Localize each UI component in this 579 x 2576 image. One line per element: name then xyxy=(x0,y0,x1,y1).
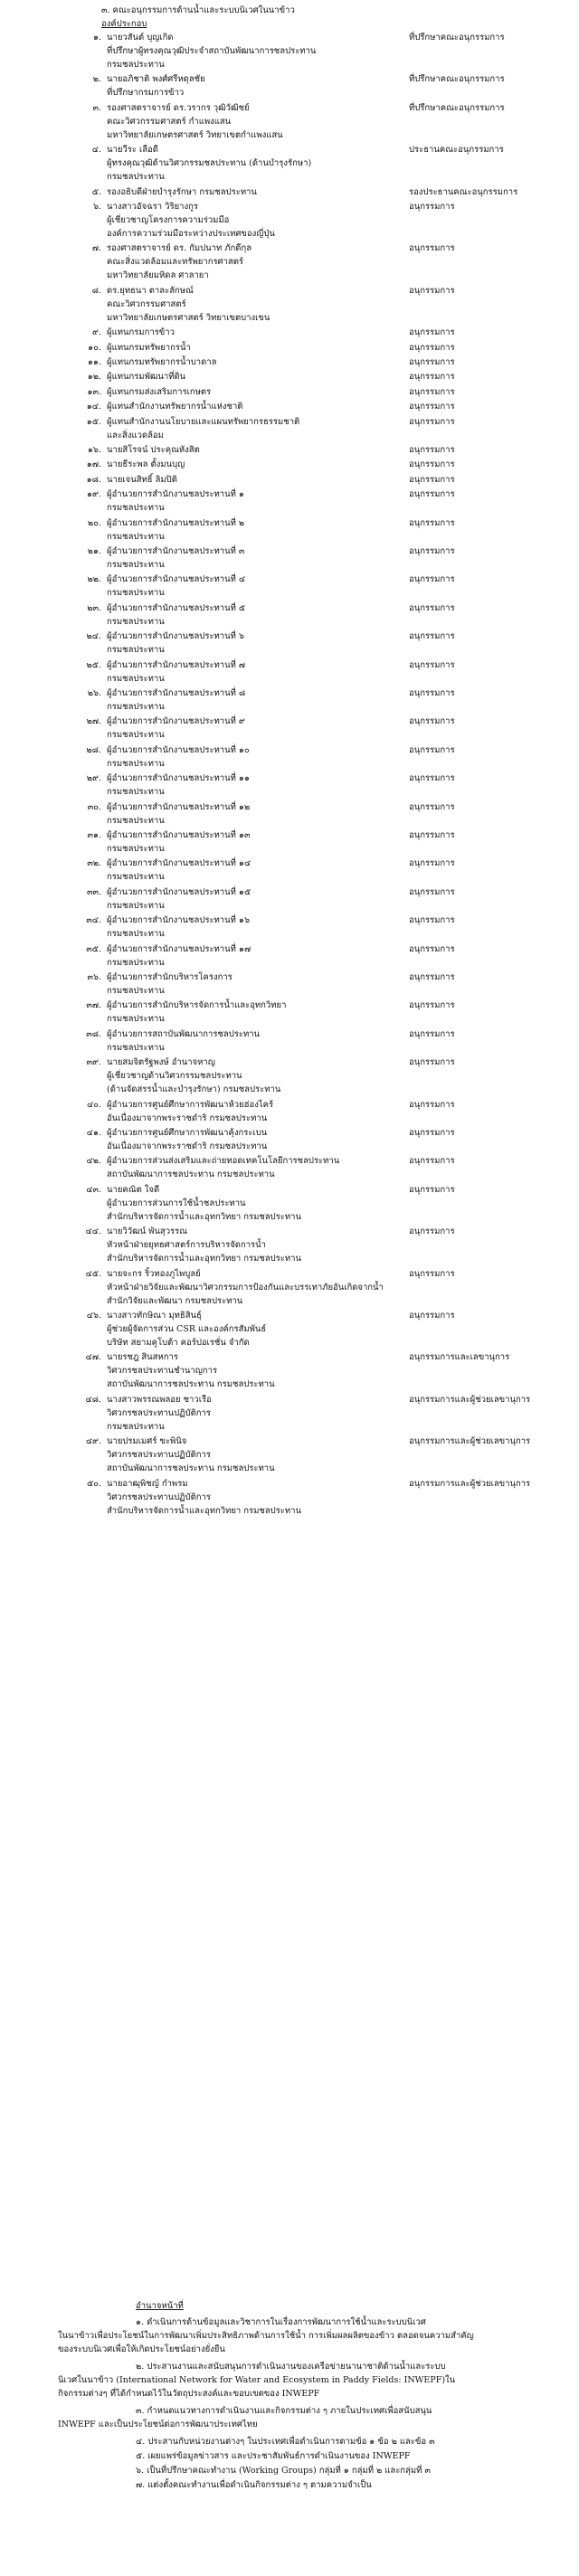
member-affiliation: กรมชลประทาน xyxy=(107,986,165,996)
duty-line: กิจกรรมต่างๆ ที่ได้กำหนดไว้ในวัตถุประสงค์และขอบเขตของ INWEPF xyxy=(58,2389,320,2399)
member-name: ผู้อำนวยการสำนักงานชลประทานที่ ๑๕ xyxy=(107,886,252,897)
member-number: ๑๗. xyxy=(86,459,101,470)
member-name: นางสาวพรรณพลอย ชาวเรือ xyxy=(107,1394,212,1405)
duty-paragraph xyxy=(58,2404,563,2431)
member-number: ๔๕. xyxy=(85,1268,101,1279)
member-number: ๔๖. xyxy=(86,1311,101,1321)
member-name: ผู้อำนวยการศูนย์ศึกษาการพัฒนาคุ้งกระเบน xyxy=(107,1128,268,1138)
member-affiliation: หัวหน้าฝ่ายวิจัยและพัฒนาวิศวกรรมการป้องกันและบรรเทาภัยอันเกิดจากน้ำ xyxy=(107,1282,384,1293)
member-affiliation: สถาบันพัฒนาการชลประทาน กรมชลประทาน xyxy=(107,1170,275,1180)
member-name: รองศาสตราจารย์ ดร.วรากร วุฒิวัฒิชย์ xyxy=(107,102,250,113)
duty-item: ๖. เป็นที่ปรึกษาคณะทำงาน (Working Groups) กลุ่มที่ ๑ กลุ่มที่ ๒ และกลุ่มที่ ๓ xyxy=(136,2466,431,2476)
member-number: ๕๐. xyxy=(86,1478,101,1489)
composition-label: องค์ประกอบ xyxy=(101,19,147,29)
member-name: ผู้แทนกรมการข้าว xyxy=(107,327,175,338)
member-name: นายวสันต์ บุญเกิด xyxy=(107,33,174,43)
member-number: ๑. xyxy=(92,33,101,43)
member-number: ๓๘. xyxy=(86,1028,101,1039)
member-role: ประธานคณะอนุกรรมการ xyxy=(409,145,504,156)
member-role: อนุกรรมการ xyxy=(409,1268,455,1279)
member-affiliation: สำนักบริหารจัดการน้ำและอุทกวิทยา กรมชลประทาน xyxy=(107,1211,301,1222)
member-name: ผู้อำนวยการสำนักงานชลประทานที่ ๕ xyxy=(107,602,246,613)
member-affiliation: สำนักวิจัยและพัฒนา กรมชลประทาน xyxy=(107,1295,243,1306)
member-role: อนุกรรมการ xyxy=(409,1311,455,1321)
member-name: นายวีระ เลือดี xyxy=(107,145,158,156)
member-affiliation: กรมชลประทาน xyxy=(107,645,165,656)
member-role: อนุกรรมการ xyxy=(409,659,455,670)
member-number: ๑๑. xyxy=(87,357,101,367)
member-name: ผู้อำนวยการสำนักงานชลประทานที่ ๖ xyxy=(107,631,244,642)
member-number: ๒๒. xyxy=(87,574,101,585)
member-name: ผู้แทนกรมส่งเสริมการเกษตร xyxy=(107,386,212,397)
member-role: อนุกรรมการ xyxy=(409,357,455,367)
member-affiliation: ผู้ทรงคุณวุฒิด้านวิศวกรรมชลประทาน (ด้านบำรุงรักษา) xyxy=(107,158,312,169)
member-role: อนุกรรมการ xyxy=(409,474,455,485)
member-role: อนุกรรมการ xyxy=(409,546,455,556)
member-role: อนุกรรมการ xyxy=(409,1099,455,1110)
member-name: ผู้อำนวยการสำนักงานชลประทานที่ ๙ xyxy=(107,716,245,727)
member-name: นางสาวทักษิณา มุทธิสินธุ์ xyxy=(107,1311,202,1321)
duty-line: ในนาข้าวเพื่อประโยชน์ในการพัฒนาเพิ่มประสิทธิภาพด้านการใช้น้ำ การเพิ่มผลผลิตของข้าว ตลอดจนความสำคัญ xyxy=(58,2331,474,2341)
member-number: ๓๕. xyxy=(86,943,101,954)
member-name: รองศาสตราจารย์ ดร. กัมปนาท ภักดีกุล xyxy=(107,243,252,254)
member-affiliation: สถาบันพัฒนาการชลประทาน กรมชลประทาน xyxy=(107,1463,275,1474)
member-affiliation: กรมชลประทาน xyxy=(107,1421,165,1432)
member-number: ๑๓. xyxy=(87,386,101,397)
member-number: ๔๑. xyxy=(86,1128,101,1138)
member-affiliation: กรมชลประทาน xyxy=(107,172,165,183)
member-affiliation: มหาวิทยาลัยเกษตรศาสตร์ วิทยาเขตกำแพงแสน xyxy=(107,129,283,140)
member-name: ผู้อำนวยการส่วนส่งเสริมและถ่ายทอดเทคโนโลยีการชลประทาน xyxy=(107,1156,340,1167)
member-name: ผู้อำนวยการสำนักบริหารโครงการ xyxy=(107,972,233,982)
member-number: ๑๐. xyxy=(88,342,101,353)
member-role: อนุกรรมการและเลขานุการ xyxy=(409,1352,510,1363)
member-affiliation: กรมชลประทาน xyxy=(107,730,165,741)
member-affiliation: กรมชลประทาน xyxy=(107,844,165,854)
member-role: อนุกรรมการ xyxy=(409,1156,455,1167)
member-number: ๓๒. xyxy=(87,858,101,869)
member-affiliation: อันเนื่องมาจากพระราชดำริ กรมชลประทาน xyxy=(107,1113,268,1123)
member-number: ๑๕. xyxy=(86,416,101,427)
member-affiliation: กรมชลประทาน xyxy=(107,872,165,883)
member-name: นายสมจิตรัฐพงษ์ อำนาจหาญ xyxy=(107,1057,215,1068)
member-role: อนุกรรมการ xyxy=(409,886,455,897)
member-number: ๔๔. xyxy=(85,1226,101,1237)
member-number: ๔๗. xyxy=(85,1352,101,1363)
member-affiliation: คณะวิศวกรรมศาสตร์ xyxy=(107,298,186,309)
member-name: ผู้อำนวยการสำนักงานชลประทานที่ ๑๖ xyxy=(107,915,250,926)
member-role: อนุกรรมการและผู้ช่วยเลขานุการ xyxy=(409,1394,531,1405)
member-affiliation: อันเนื่องมาจากพระราชดำริ กรมชลประทาน xyxy=(107,1141,268,1151)
duties-label: อำนาจหน้าที่ xyxy=(136,2301,184,2311)
member-name: นายอาฒุพิชญ์ กำพรม xyxy=(107,1478,188,1489)
member-role: อนุกรรมการ xyxy=(409,773,455,784)
member-name: ผู้อำนวยการสำนักงานชลประทานที่ ๑๑ xyxy=(107,773,250,784)
member-number: ๑๖. xyxy=(87,445,101,455)
member-affiliation: กรมชลประทาน xyxy=(107,560,165,570)
member-name: นายคณิต ใจดี xyxy=(107,1184,160,1195)
member-affiliation: ที่ปรึกษาผู้ทรงคุณวุฒิประจำสถาบันพัฒนาการชลประทาน xyxy=(107,46,317,56)
member-role: อนุกรรมการ xyxy=(409,327,455,338)
member-name: ผู้แทนสำนักงานนโยบายและแผนทรัพยากรธรรมชาติ xyxy=(107,416,300,427)
member-name: ผู้อำนวยการสำนักงานชลประทานที่ ๑๔ xyxy=(107,858,252,869)
member-affiliation: มหาวิทยาลัยเกษตรศาสตร์ วิทยาเขตบางเขน xyxy=(107,312,271,323)
member-number: ๔๒. xyxy=(86,1156,101,1167)
member-role: อนุกรรมการ xyxy=(409,517,455,528)
member-number: ๒. xyxy=(92,74,101,85)
member-affiliation: วิศวกรชลประทานปฏิบัติการ xyxy=(107,1450,211,1461)
member-role: ที่ปรึกษาคณะอนุกรรมการ xyxy=(409,33,505,43)
member-name: ผู้อำนวยการสำนักงานชลประทานที่ ๑๒ xyxy=(107,801,251,812)
member-number: ๑๒. xyxy=(87,372,101,383)
member-affiliation: กรมชลประทาน xyxy=(107,616,165,627)
member-name: ผู้แทนกรมทรัพยากรน้ำ xyxy=(107,342,191,353)
member-number: ๔๘. xyxy=(85,1394,101,1405)
member-affiliation: กรมชลประทาน xyxy=(107,673,165,684)
member-name: ผู้แทนสำนักงานทรัพยากรน้ำแห่งชาติ xyxy=(107,402,243,412)
member-role: อนุกรรมการ xyxy=(409,943,455,954)
member-affiliation: วิศวกรชลประทานปฏิบัติการ xyxy=(107,1407,211,1418)
member-affiliation: (ด้านจัดสรรน้ำและบำรุงรักษา) กรมชลประทาน xyxy=(107,1084,281,1095)
member-role: ที่ปรึกษาคณะอนุกรรมการ xyxy=(409,102,505,113)
member-number: ๔. xyxy=(91,145,101,156)
member-role: อนุกรรมการ xyxy=(409,445,455,455)
member-name: ผู้อำนวยการสำนักงานชลประทานที่ ๓ xyxy=(107,546,245,556)
member-affiliation: ผู้อำนวยการส่วนการใช้น้ำชลประทาน xyxy=(107,1198,246,1208)
member-number: ๓๔. xyxy=(86,915,101,926)
member-affiliation: ผู้ช่วยผู้จัดการส่วน CSR และองค์กรสัมพันธ์ xyxy=(107,1324,267,1334)
member-role: อนุกรรมการ xyxy=(409,858,455,869)
member-role: อนุกรรมการและผู้ช่วยเลขานุการ xyxy=(409,1436,531,1447)
member-number: ๒๐. xyxy=(87,517,101,528)
member-affiliation: กรมชลประทาน xyxy=(107,929,165,940)
member-number: ๓๓. xyxy=(86,886,101,897)
member-role: อนุกรรมการ xyxy=(409,1128,455,1138)
member-affiliation: สถาบันพัฒนาการชลประทาน กรมชลประทาน xyxy=(107,1379,275,1390)
member-name: นายวิวัฒน์ พันสุวรรณ xyxy=(107,1226,188,1237)
member-role: อนุกรรมการ xyxy=(409,688,455,698)
member-number: ๒๘. xyxy=(86,744,101,755)
member-role: อนุกรรมการ xyxy=(409,830,455,840)
member-role: อนุกรรมการ xyxy=(409,1226,455,1237)
member-affiliation: กรมชลประทาน xyxy=(107,60,165,70)
member-role: อนุกรรมการ xyxy=(409,416,455,427)
member-number: ๒๖. xyxy=(87,688,101,698)
member-affiliation: กรมชลประทาน xyxy=(107,503,165,514)
member-affiliation: บริษัท สยามคูโบต้า คอร์ปอเรชั่น จำกัด xyxy=(107,1338,250,1348)
duty-line: ของระบบนิเวศเพื่อให้เกิดประโยชน์อย่างยั่งยืน xyxy=(58,2344,225,2354)
duty-line: ๑. ดำเนินการด้านข้อมูลและวิชาการในเรื่องการพัฒนาการใช้น้ำและระบบนิเวศ xyxy=(136,2317,426,2327)
member-number: ๒๗. xyxy=(86,716,101,727)
member-name: ผู้อำนวยการสำนักงานชลประทานที่ ๗ xyxy=(107,659,246,670)
member-number: ๒๑. xyxy=(87,546,101,556)
duty-paragraph xyxy=(58,2316,563,2356)
member-number: ๑๘. xyxy=(86,474,101,485)
duty-item: ๗. แต่งตั้งคณะทำงานเพื่อดำเนินกิจกรรมต่าง ๆ ตามความจำเป็น xyxy=(136,2480,372,2490)
member-affiliation: คณะสิ่งแวดล้อมและทรัพยากรศาสตร์ xyxy=(107,257,243,268)
member-number: ๑๔. xyxy=(86,402,101,412)
member-number: ๘. xyxy=(91,285,101,296)
member-number: ๓๗. xyxy=(86,1000,101,1011)
member-affiliation: สำนักบริหารจัดการน้ำและอุทกวิทยา กรมชลประทาน xyxy=(107,1505,301,1516)
member-name: นายธีระพล ตั้งมนบุญ xyxy=(107,459,185,470)
member-affiliation: กรมชลประทาน xyxy=(107,815,165,826)
member-affiliation: วิศวกรชลประทานปฏิบัติการ xyxy=(107,1492,211,1502)
member-role: อนุกรรมการ xyxy=(409,285,455,296)
member-name: ผู้อำนวยการสำนักงานชลประทานที่ ๑๐ xyxy=(107,744,250,755)
member-role: อนุกรรมการ xyxy=(409,602,455,613)
member-affiliation: กรมชลประทาน xyxy=(107,1042,165,1053)
member-name: ผู้อำนวยการสำนักงานชลประทานที่ ๑ xyxy=(107,489,244,500)
duty-line: นิเวศในนาข้าว (International Network for Water and Ecosystem in Paddy Fields: INWEPF)ใน xyxy=(58,2375,456,2385)
member-number: ๓๑. xyxy=(87,830,101,840)
member-name: นายปรมเมศร์ ขะพินิจ xyxy=(107,1436,187,1447)
member-role: อนุกรรมการ xyxy=(409,972,455,982)
member-role: อนุกรรมการ xyxy=(409,631,455,642)
member-role: อนุกรรมการ xyxy=(409,372,455,383)
member-name: ผู้อำนวยการสำนักงานชลประทานที่ ๑๗ xyxy=(107,943,252,954)
member-affiliation: กรมชลประทาน xyxy=(107,1014,165,1025)
member-affiliation: หัวหน้าฝ่ายยุทธศาสตร์การบริหารจัดการน้ำ xyxy=(107,1240,266,1251)
member-number: ๑๙. xyxy=(86,489,101,500)
member-number: ๓๙. xyxy=(86,1057,101,1068)
duty-item: ๔. ประสานกับหน่วยงานต่างๆ ในประเทศเพื่อดำเนินการตามข้อ ๑ ข้อ ๒ และข้อ ๓ xyxy=(136,2437,435,2447)
member-number: ๖. xyxy=(92,202,101,212)
member-name: ผู้อำนวยการสำนักงานชลประทานที่ ๒ xyxy=(107,517,245,528)
member-role: อนุกรรมการ xyxy=(409,801,455,812)
member-role: อนุกรรมการ xyxy=(409,915,455,926)
member-affiliation: กรมชลประทาน xyxy=(107,702,165,712)
member-name: ผู้อำนวยการสำนักบริหารจัดการน้ำและอุทกวิทยา xyxy=(107,1000,287,1011)
member-number: ๓. xyxy=(92,102,101,113)
member-role: อนุกรรมการ xyxy=(409,243,455,254)
member-affiliation: วิศวกรชลประทานชำนาญการ xyxy=(107,1366,218,1377)
member-role: อนุกรรมการ xyxy=(409,574,455,585)
member-number: ๔๙. xyxy=(85,1436,101,1447)
duty-paragraph xyxy=(58,2360,563,2401)
member-number: ๒๙. xyxy=(86,773,101,784)
duty-line: ๒. ประสานงานและสนับสนุนการดำเนินงานของเครือข่ายนานาชาติด้านน้ำและระบบ xyxy=(136,2362,446,2372)
member-number: ๗. xyxy=(91,243,101,254)
member-role: อนุกรรมการและผู้ช่วยเลขานุการ xyxy=(409,1478,531,1489)
member-affiliation: คณะวิศวกรรมศาสตร์ กำแพงแสน xyxy=(107,116,232,127)
member-role: อนุกรรมการ xyxy=(409,1000,455,1011)
member-role: อนุกรรมการ xyxy=(409,202,455,212)
member-affiliation: ผู้เชี่ยวชาญด้านวิศวกรรมชลประทาน xyxy=(107,1071,242,1082)
member-affiliation: มหาวิทยาลัยมหิดล ศาลายา xyxy=(107,270,209,281)
member-affiliation: ที่ปรึกษากรมการข้าว xyxy=(107,88,185,99)
member-role: อนุกรรมการ xyxy=(409,402,455,412)
member-affiliation: องค์การความร่วมมือระหว่างประเทศของญี่ปุ่น xyxy=(107,229,275,239)
member-name: นางสาวอัจฉรา วิริยางกูร xyxy=(107,202,198,212)
member-name: นายจะกร ริ้วทองภูไพบูลย์ xyxy=(107,1268,201,1279)
member-role: อนุกรรมการ xyxy=(409,386,455,397)
member-affiliation: กรมชลประทาน xyxy=(107,787,165,798)
member-name: นายเจนสิทธิ์ ลิมปิติ xyxy=(107,474,177,485)
member-affiliation: กรมชลประทาน xyxy=(107,758,165,769)
member-number: ๙. xyxy=(92,327,101,338)
member-name: นายสิโรจน์ ประคุณหังสิต xyxy=(107,445,200,455)
member-number: ๒๔. xyxy=(86,631,101,642)
member-number: ๔๐. xyxy=(86,1099,101,1110)
member-name: นายอภิชาติ พงศ์ศรีหดุลชัย xyxy=(107,74,205,85)
member-role: ที่ปรึกษาคณะอนุกรรมการ xyxy=(409,74,505,85)
member-role: อนุกรรมการ xyxy=(409,716,455,727)
member-role: อนุกรรมการ xyxy=(409,342,455,353)
member-role: อนุกรรมการ xyxy=(409,459,455,470)
member-role: อนุกรรมการ xyxy=(409,1184,455,1195)
member-name: ดร.ยุทธนา ตาละลักษณ์ xyxy=(107,285,194,296)
duty-item: ๕. เผยแพร่ข้อมูลข่าวสาร และประชาสัมพันธ์การดำเนินงานของ INWEPF xyxy=(136,2451,411,2461)
member-number: ๓๖. xyxy=(87,972,101,982)
section-heading: ๓. คณะอนุกรรมการด้านน้ำและระบบนิเวศในนาข้าว xyxy=(101,5,295,15)
duty-line: ๓. กำหนดแนวทางการดำเนินงานและกิจกรรมต่าง ๆ ภายในประเทศเพื่อสนับสนุน xyxy=(136,2406,432,2416)
member-number: ๕. xyxy=(91,186,101,197)
member-role: อนุกรรมการ xyxy=(409,1028,455,1039)
member-role: อนุกรรมการ xyxy=(409,744,455,755)
member-name: ผู้อำนวยการศูนย์ศึกษาการพัฒนาห้วยฮ่องไคร้ xyxy=(107,1099,274,1110)
member-affiliation: กรมชลประทาน xyxy=(107,531,165,542)
member-affiliation: และสิ่งแวดล้อม xyxy=(107,430,164,440)
member-affiliation: กรมชลประทาน xyxy=(107,900,165,911)
member-role: อนุกรรมการ xyxy=(409,1057,455,1068)
member-number: ๒๕. xyxy=(86,659,101,670)
member-name: ผู้อำนวยการสำนักงานชลประทานที่ ๘ xyxy=(107,688,246,698)
member-name: รองอธิบดีฝ่ายบำรุงรักษา กรมชลประทาน xyxy=(107,186,257,197)
member-number: ๔๓. xyxy=(86,1184,101,1195)
member-name: ผู้อำนวยการสำนักงานชลประทานที่ ๑๓ xyxy=(107,830,251,840)
member-name: ผู้แทนกรมทรัพยากรน้ำบาดาล xyxy=(107,357,217,367)
member-number: ๓๐. xyxy=(87,801,101,812)
member-name: ผู้อำนวยการสถาบันพัฒนาการชลประทาน xyxy=(107,1028,261,1039)
member-name: นายรชฎ สินสหการ xyxy=(107,1352,178,1363)
member-affiliation: กรมชลประทาน xyxy=(107,957,165,968)
duty-line: INWEPF และเป็นประโยชน์ต่อการพัฒนาประเทศไทย xyxy=(58,2420,258,2429)
member-name: ผู้แทนกรมพัฒนาที่ดิน xyxy=(107,372,186,383)
member-affiliation: สำนักบริหารจัดการน้ำและอุทกวิทยา กรมชลประทาน xyxy=(107,1254,301,1264)
member-number: ๒๓. xyxy=(87,602,101,613)
member-role: อนุกรรมการ xyxy=(409,489,455,500)
member-affiliation: ผู้เชี่ยวชาญโครงการความร่วมมือ xyxy=(107,215,230,225)
member-name: ผู้อำนวยการสำนักงานชลประทานที่ ๔ xyxy=(107,574,246,585)
member-affiliation: กรมชลประทาน xyxy=(107,588,165,599)
member-role: รองประธานคณะอนุกรรมการ xyxy=(409,186,518,197)
